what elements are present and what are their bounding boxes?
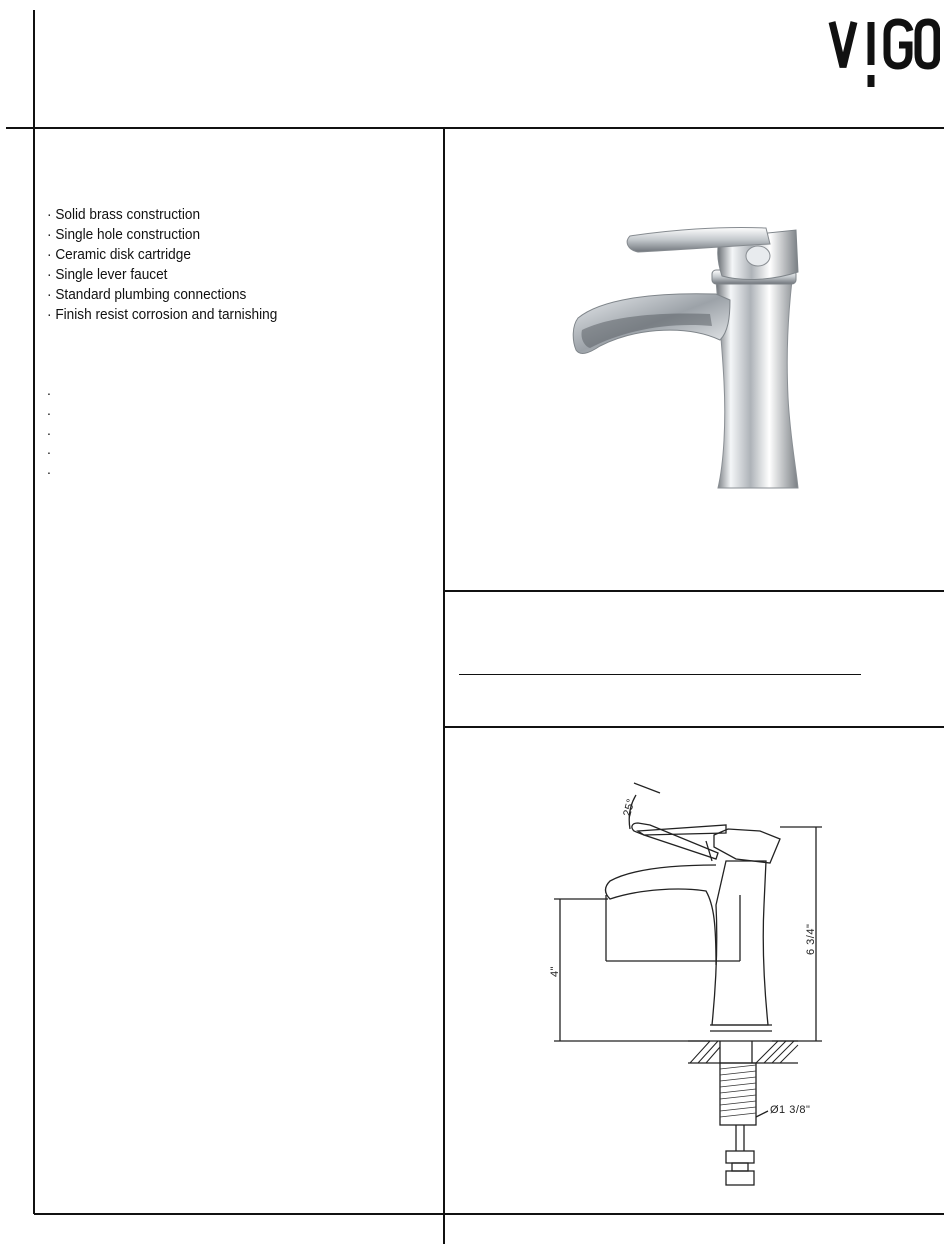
feature-item: · Standard plumbing connections [47, 286, 247, 303]
spec-underline [459, 674, 861, 675]
hole-diameter-label: Ø1 3/8" [770, 1104, 811, 1116]
empty-bullet: . [47, 441, 51, 458]
feature-item: · Solid brass construction [47, 207, 201, 223]
feature-item: · Finish resist corrosion and tarnishing [47, 306, 278, 323]
empty-bullet-list [47, 381, 51, 480]
feature-list [47, 206, 277, 325]
feature-item: · Ceramic disk cartridge [47, 246, 191, 263]
empty-bullet: . [47, 461, 51, 478]
footer-rule [34, 1213, 944, 1215]
height-dimension-label: 6 3/4" [805, 923, 817, 955]
faucet-dimension-drawing [540, 775, 830, 1195]
feature-item: · Single hole construction [47, 226, 201, 243]
left-vertical-rule [33, 10, 35, 1214]
photo-bottom-rule [444, 590, 944, 592]
empty-bullet: . [47, 421, 51, 438]
spout-height-label: 4" [549, 965, 561, 977]
header-rule [6, 127, 944, 129]
feature-item: · Single lever faucet [47, 266, 168, 283]
empty-bullet: . [47, 401, 51, 418]
faucet-product-photo [560, 222, 808, 492]
center-vertical-rule [443, 128, 445, 1244]
angle-dimension-label: 25° [621, 797, 638, 818]
drawing-top-rule [444, 726, 944, 728]
vigo-logo [826, 14, 940, 90]
empty-bullet: . [47, 382, 51, 398]
